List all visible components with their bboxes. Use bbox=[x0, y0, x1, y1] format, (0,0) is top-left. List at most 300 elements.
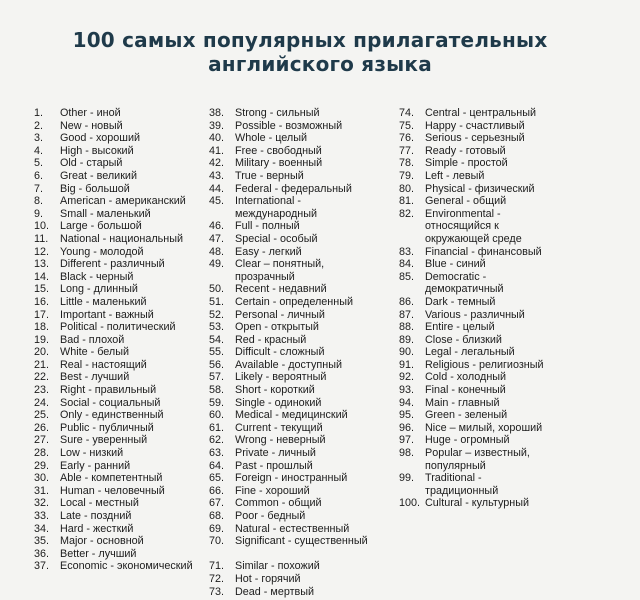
item-number: 97. bbox=[399, 434, 415, 447]
item-text: Public - публичный bbox=[60, 421, 154, 434]
item-number: 68. bbox=[209, 510, 225, 522]
item-text: Personal - личный bbox=[235, 308, 325, 321]
item-text: Poor - бедный bbox=[235, 510, 306, 522]
list-item bbox=[34, 447, 209, 460]
item-number: 98. bbox=[399, 447, 415, 460]
item-number: 64. bbox=[209, 459, 225, 472]
item-number: 25. bbox=[34, 409, 50, 422]
item-text: Hot - горячий bbox=[235, 572, 301, 585]
list-item bbox=[209, 371, 397, 384]
item-text: Green - зеленый bbox=[425, 409, 508, 422]
item-number: 49. bbox=[209, 258, 225, 271]
list-item bbox=[34, 296, 209, 309]
item-number: 86. bbox=[399, 295, 415, 308]
list-item bbox=[399, 384, 599, 397]
item-text: Red - красный bbox=[235, 333, 307, 346]
item-text: Natural - естественный bbox=[235, 522, 350, 535]
list-item bbox=[209, 334, 397, 347]
list-item bbox=[399, 472, 599, 497]
list-item bbox=[34, 107, 209, 120]
list-item bbox=[209, 246, 397, 259]
item-number: 35. bbox=[34, 535, 50, 548]
item-number: 72. bbox=[209, 572, 225, 585]
item-text: Medical - медицинский bbox=[235, 409, 348, 422]
item-number: 42. bbox=[209, 157, 225, 170]
item-number: 20. bbox=[34, 346, 50, 359]
item-text: Huge - огромный bbox=[425, 434, 510, 447]
item-text: Recent - недавний bbox=[235, 283, 327, 296]
list-item bbox=[399, 296, 599, 309]
item-number: 28. bbox=[34, 447, 50, 460]
item-number: 48. bbox=[209, 245, 225, 258]
item-number: 43. bbox=[209, 169, 225, 182]
title-line-1: 100 самых популярных прилагательных bbox=[72, 28, 548, 52]
list-item bbox=[209, 309, 397, 322]
item-text: Easy - легкий bbox=[235, 245, 302, 258]
list-item bbox=[209, 485, 397, 498]
item-number: 10. bbox=[34, 220, 50, 233]
item-text: Different - различный bbox=[60, 258, 165, 271]
list-item bbox=[399, 271, 599, 296]
item-number: 52. bbox=[209, 308, 225, 321]
item-number: 76. bbox=[399, 132, 415, 145]
list-item bbox=[209, 422, 397, 435]
list-item bbox=[34, 132, 209, 145]
item-number: 50. bbox=[209, 283, 225, 296]
item-text: Difficult - сложный bbox=[235, 346, 325, 359]
item-text: Small - маленький bbox=[60, 207, 151, 220]
list-item bbox=[34, 359, 209, 372]
item-number: 22. bbox=[34, 371, 50, 384]
list-item bbox=[209, 497, 397, 510]
list-item bbox=[399, 132, 599, 145]
list-item bbox=[209, 523, 397, 536]
list-item bbox=[399, 145, 599, 158]
item-number: 71. bbox=[209, 560, 225, 573]
item-text: Major - основной bbox=[60, 535, 144, 548]
list-item bbox=[34, 510, 209, 523]
list-item bbox=[209, 384, 397, 397]
item-number: 51. bbox=[209, 295, 225, 308]
list-item bbox=[399, 309, 599, 322]
item-text: Strong - сильный bbox=[235, 107, 320, 119]
item-text: Black - черный bbox=[60, 270, 134, 283]
item-text: Serious - серьезный bbox=[425, 132, 525, 145]
item-number: 90. bbox=[399, 346, 415, 359]
item-number: 95. bbox=[399, 409, 415, 422]
item-number: 46. bbox=[209, 220, 225, 233]
item-number: 87. bbox=[399, 308, 415, 321]
item-text: Little - маленький bbox=[60, 295, 147, 308]
item-number: 92. bbox=[399, 371, 415, 384]
item-text: Federal - федеральный bbox=[235, 182, 352, 195]
item-text: Cultural - культурный bbox=[425, 497, 529, 510]
item-number: 32. bbox=[34, 497, 50, 510]
item-text: Military - военный bbox=[235, 157, 323, 170]
list-item bbox=[209, 233, 397, 246]
item-text: True - верный bbox=[235, 169, 304, 182]
item-text: New - новый bbox=[60, 119, 123, 132]
item-number: 3. bbox=[34, 132, 44, 145]
list-item bbox=[209, 346, 397, 359]
item-text: Dead - мертвый bbox=[235, 585, 315, 598]
item-number: 24. bbox=[34, 396, 50, 409]
item-number: 83. bbox=[399, 245, 415, 258]
item-text: Likely - вероятный bbox=[235, 371, 327, 384]
item-text: Happy - счастливый bbox=[425, 119, 525, 132]
item-text: Similar - похожий bbox=[235, 560, 320, 573]
item-number: 26. bbox=[34, 421, 50, 434]
list-item bbox=[399, 409, 599, 422]
list-item bbox=[34, 523, 209, 536]
list-item bbox=[34, 283, 209, 296]
list-item bbox=[399, 422, 599, 435]
item-number: 93. bbox=[399, 384, 415, 397]
item-number: 53. bbox=[209, 321, 225, 334]
list-item bbox=[399, 321, 599, 334]
list-item bbox=[34, 309, 209, 322]
item-number: 8. bbox=[34, 195, 44, 208]
item-number: 39. bbox=[209, 119, 225, 132]
item-number: 44. bbox=[209, 182, 225, 195]
item-number: 33. bbox=[34, 510, 50, 522]
item-number: 7. bbox=[34, 182, 44, 195]
item-number: 55. bbox=[209, 346, 225, 359]
list-item bbox=[34, 346, 209, 359]
list-item bbox=[209, 573, 397, 586]
list-item bbox=[399, 107, 599, 120]
item-number: 81. bbox=[399, 195, 415, 208]
list-item bbox=[34, 208, 209, 221]
column-1 bbox=[34, 107, 209, 586]
list-item bbox=[399, 208, 599, 246]
item-text: International - международный bbox=[235, 195, 318, 220]
item-number: 41. bbox=[209, 144, 225, 157]
item-number: 29. bbox=[34, 459, 50, 472]
item-number: 89. bbox=[399, 333, 415, 346]
list-item bbox=[399, 434, 599, 447]
column-2 bbox=[209, 107, 397, 598]
list-item bbox=[399, 246, 599, 259]
item-number: 77. bbox=[399, 144, 415, 157]
item-text: Financial - финансовый bbox=[425, 245, 542, 258]
item-number: 88. bbox=[399, 321, 415, 334]
item-text: Main - главный bbox=[425, 396, 500, 409]
item-text: Fine - хороший bbox=[235, 484, 310, 497]
list-item bbox=[34, 422, 209, 435]
item-number: 27. bbox=[34, 434, 50, 447]
item-number: 6. bbox=[34, 169, 44, 182]
item-text: Great - великий bbox=[60, 169, 137, 182]
item-number: 63. bbox=[209, 447, 225, 460]
item-number: 11. bbox=[34, 232, 49, 245]
list-item bbox=[34, 258, 209, 271]
list-item bbox=[209, 107, 397, 120]
item-number: 21. bbox=[34, 358, 50, 371]
item-number: 74. bbox=[399, 107, 415, 119]
list-item bbox=[209, 535, 397, 560]
item-number: 38. bbox=[209, 107, 225, 119]
item-text: Only - единственный bbox=[60, 409, 164, 422]
list-item bbox=[34, 145, 209, 158]
list-item bbox=[399, 334, 599, 347]
item-number: 30. bbox=[34, 472, 50, 485]
list-item bbox=[34, 397, 209, 410]
item-text: Full - полный bbox=[235, 220, 300, 233]
item-number: 62. bbox=[209, 434, 225, 447]
item-number: 61. bbox=[209, 421, 225, 434]
list-item bbox=[399, 447, 599, 472]
item-number: 40. bbox=[209, 132, 225, 145]
item-text: Important - важный bbox=[60, 308, 154, 321]
list-item bbox=[34, 334, 209, 347]
item-text: Sure - уверенный bbox=[60, 434, 148, 447]
list-item bbox=[34, 246, 209, 259]
item-number: 4. bbox=[34, 144, 44, 157]
item-text: Free - свободный bbox=[235, 144, 322, 157]
item-number: 16. bbox=[34, 295, 50, 308]
item-text: Better - лучший bbox=[60, 547, 137, 560]
column-3 bbox=[399, 107, 599, 510]
item-text: Local - местный bbox=[60, 497, 139, 510]
item-number: 12. bbox=[34, 245, 50, 258]
item-text: Dark - темный bbox=[425, 295, 496, 308]
item-number: 100. bbox=[399, 497, 421, 510]
item-number: 67. bbox=[209, 497, 225, 510]
item-text: Physical - физический bbox=[425, 182, 535, 195]
item-text: Environmental - относящийся к окружающей среде bbox=[425, 207, 522, 245]
list-item bbox=[34, 157, 209, 170]
item-text: Simple - простой bbox=[425, 157, 508, 170]
item-number: 23. bbox=[34, 384, 50, 397]
list-item bbox=[399, 497, 599, 510]
list-item bbox=[209, 434, 397, 447]
item-number: 66. bbox=[209, 484, 225, 497]
list-item bbox=[34, 384, 209, 397]
item-text: Social - социальный bbox=[60, 396, 161, 409]
item-text: Traditional - традиционный bbox=[425, 472, 499, 497]
item-text: Current - текущий bbox=[235, 421, 323, 434]
item-number: 5. bbox=[34, 157, 44, 170]
item-text: Popular – известный, популярный bbox=[425, 447, 530, 472]
item-text: Right - правильный bbox=[60, 384, 157, 397]
item-text: Central - центральный bbox=[425, 107, 537, 119]
item-number: 47. bbox=[209, 232, 225, 245]
item-text: Young - молодой bbox=[60, 245, 144, 258]
item-text: Nice – милый, хороший bbox=[425, 421, 543, 434]
item-text: Late - поздний bbox=[60, 510, 132, 522]
item-number: 59. bbox=[209, 396, 225, 409]
list-item bbox=[34, 120, 209, 133]
list-item bbox=[399, 258, 599, 271]
list-item bbox=[399, 359, 599, 372]
item-number: 69. bbox=[209, 522, 225, 535]
page-title bbox=[0, 28, 640, 76]
item-text: Economic - экономический bbox=[60, 560, 193, 573]
item-text: Certain - определенный bbox=[235, 295, 353, 308]
item-text: General - общий bbox=[425, 195, 507, 208]
item-number: 9. bbox=[34, 207, 44, 220]
list-item bbox=[209, 359, 397, 372]
item-text: Possible - возможный bbox=[235, 119, 343, 132]
item-text: Close - близкий bbox=[425, 333, 502, 346]
item-text: Past - прошлый bbox=[235, 459, 313, 472]
list-item bbox=[34, 321, 209, 334]
item-text: Hard - жесткий bbox=[60, 522, 134, 535]
list-item bbox=[209, 460, 397, 473]
list-item bbox=[209, 120, 397, 133]
item-number: 18. bbox=[34, 321, 50, 334]
item-text: Foreign - иностранный bbox=[235, 472, 348, 485]
list-item bbox=[209, 409, 397, 422]
item-text: Private - личный bbox=[235, 447, 316, 460]
item-text: Left - левый bbox=[425, 169, 485, 182]
item-text: Human - человечный bbox=[60, 484, 165, 497]
list-item bbox=[209, 157, 397, 170]
item-number: 36. bbox=[34, 547, 50, 560]
item-text: Single - одинокий bbox=[235, 396, 322, 409]
list-item bbox=[209, 472, 397, 485]
item-text: Long - длинный bbox=[60, 283, 138, 296]
item-text: Entire - целый bbox=[425, 321, 495, 334]
item-text: Bad - плохой bbox=[60, 333, 125, 346]
item-text: Old - старый bbox=[60, 157, 123, 170]
item-number: 2. bbox=[34, 119, 44, 132]
item-number: 96. bbox=[399, 421, 415, 434]
item-text: Special - особый bbox=[235, 232, 318, 245]
item-number: 37. bbox=[34, 560, 50, 573]
item-number: 56. bbox=[209, 358, 225, 371]
item-text: Open - открытый bbox=[235, 321, 319, 334]
list-item bbox=[399, 346, 599, 359]
item-text: Whole - целый bbox=[235, 132, 307, 145]
item-text: American - американский bbox=[60, 195, 186, 208]
item-text: Real - настоящий bbox=[60, 358, 147, 371]
list-item bbox=[399, 120, 599, 133]
item-text: Low - низкий bbox=[60, 447, 124, 460]
item-number: 17. bbox=[34, 308, 50, 321]
item-number: 75. bbox=[399, 119, 415, 132]
item-number: 79. bbox=[399, 169, 415, 182]
item-text: Other - иной bbox=[60, 107, 121, 119]
list-item bbox=[399, 371, 599, 384]
item-text: Significant - существенный bbox=[235, 535, 368, 548]
item-text: Best - лучший bbox=[60, 371, 130, 384]
item-text: National - национальный bbox=[60, 232, 184, 245]
item-text: Available - доступный bbox=[235, 358, 342, 371]
list-item bbox=[209, 183, 397, 196]
list-item bbox=[399, 397, 599, 410]
list-item bbox=[34, 460, 209, 473]
item-number: 15. bbox=[34, 283, 50, 296]
list-item bbox=[209, 510, 397, 523]
item-number: 19. bbox=[34, 333, 50, 346]
item-number: 58. bbox=[209, 384, 225, 397]
list-item bbox=[209, 258, 397, 283]
item-text: Wrong - неверный bbox=[235, 434, 326, 447]
item-number: 82. bbox=[399, 207, 415, 220]
item-text: Able - компетентный bbox=[60, 472, 163, 485]
item-number: 84. bbox=[399, 258, 415, 271]
item-number: 94. bbox=[399, 396, 415, 409]
list-item bbox=[209, 220, 397, 233]
item-text: Final - конечный bbox=[425, 384, 506, 397]
list-item bbox=[209, 145, 397, 158]
list-item bbox=[34, 548, 209, 561]
list-item bbox=[34, 485, 209, 498]
item-number: 60. bbox=[209, 409, 225, 422]
item-text: Early - ранний bbox=[60, 459, 131, 472]
item-text: Ready - готовый bbox=[425, 144, 506, 157]
list-item bbox=[34, 497, 209, 510]
item-number: 65. bbox=[209, 472, 225, 485]
item-number: 45. bbox=[209, 195, 225, 208]
list-item bbox=[34, 535, 209, 548]
item-text: Clear – понятный, прозрачный bbox=[235, 258, 325, 283]
item-number: 34. bbox=[34, 522, 50, 535]
item-number: 13. bbox=[34, 258, 50, 271]
item-text: Common - общий bbox=[235, 497, 322, 510]
list-item bbox=[209, 132, 397, 145]
list-item bbox=[34, 472, 209, 485]
list-item bbox=[34, 560, 209, 585]
item-text: Religious - религиозный bbox=[425, 358, 544, 371]
item-text: Various - различный bbox=[425, 308, 525, 321]
item-text: Good - хороший bbox=[60, 132, 141, 145]
list-item bbox=[34, 434, 209, 447]
item-text: Big - большой bbox=[60, 182, 130, 195]
item-text: White - белый bbox=[60, 346, 129, 359]
list-item bbox=[209, 397, 397, 410]
item-text: Cold - холодный bbox=[425, 371, 507, 384]
list-item bbox=[209, 586, 397, 599]
list-item bbox=[209, 321, 397, 334]
list-item bbox=[34, 271, 209, 284]
item-number: 1. bbox=[34, 107, 44, 119]
item-number: 14. bbox=[34, 270, 50, 283]
item-number: 54. bbox=[209, 333, 225, 346]
item-number: 78. bbox=[399, 157, 415, 170]
item-number: 73. bbox=[209, 585, 225, 598]
list-item bbox=[209, 296, 397, 309]
item-text: High - высокий bbox=[60, 144, 134, 157]
list-item bbox=[209, 283, 397, 296]
item-number: 99. bbox=[399, 472, 415, 485]
item-text: Large - большой bbox=[60, 220, 142, 233]
list-item bbox=[34, 409, 209, 422]
list-item bbox=[399, 170, 599, 183]
list-item bbox=[209, 560, 397, 573]
title-line-2: английского языка bbox=[208, 52, 432, 76]
list-item bbox=[209, 195, 397, 220]
list-item bbox=[34, 170, 209, 183]
list-item bbox=[34, 195, 209, 208]
item-text: Legal - легальный bbox=[425, 346, 515, 359]
item-text: Blue - синий bbox=[425, 258, 486, 271]
list-item bbox=[34, 233, 209, 246]
item-number: 91. bbox=[399, 358, 415, 371]
list-item bbox=[34, 183, 209, 196]
item-number: 85. bbox=[399, 270, 415, 283]
list-item bbox=[399, 157, 599, 170]
item-number: 80. bbox=[399, 182, 415, 195]
item-number: 31. bbox=[34, 484, 50, 497]
list-item bbox=[399, 195, 599, 208]
list-item bbox=[209, 447, 397, 460]
item-text: Democratic - демократичный bbox=[425, 270, 504, 296]
list-item bbox=[34, 371, 209, 384]
item-text: Short - короткий bbox=[235, 384, 315, 397]
